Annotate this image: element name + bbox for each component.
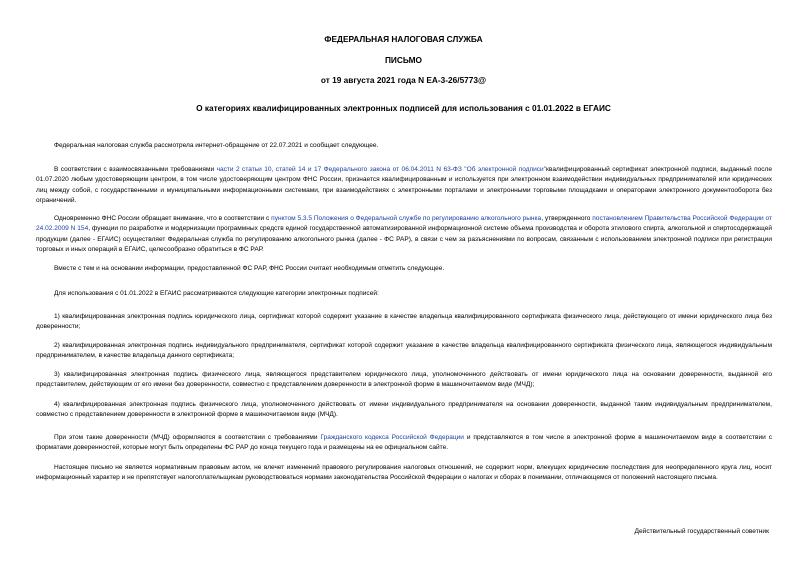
civil-code-link[interactable]: Гражданского кодекса Российской Федерации — [320, 434, 464, 441]
law-63fz-link[interactable]: части 2 статьи 10, статей 14 и 17 Федерального закона от 06.04.2011 N 63-ФЗ "Об электронной подписи" — [216, 166, 547, 173]
paragraph-fsrar-reference — [36, 214, 772, 256]
paragraph-text: , функции по разработке и модернизации программных средств единой государственной автоматизированной информационной системе объема производства и оборота этилового спирта, алкогольной и спиртосодержащей продукции (далее - ЕГАИС) осуществляет Федеральная служба по регулированию алкогольного рынка (далее - ФС РАР), в связи с чем за разъяснениями по вопросам, связанным с использованием электронной подписи при регистрации торговых и иных операций в ЕГАИС, целесообразно обратиться в ФС РАР. — [36, 225, 772, 254]
paragraph-text: Одновременно ФНС России обращает внимание, что в соответствии с — [54, 215, 272, 222]
paragraph-text: и представляются в том числе в электронной форме в машиночитаемом виде в соответствии с форматами доверенностей, которые могут быть определены ФС РАР до конца текущего года и размещены на ее официальном сайте. — [36, 434, 773, 452]
category-item-1: 1) квалифицированная электронная подпись юридического лица, сертификат которой содержит указание в качестве владельца квалифицированного сертификата физического лица, действующего от имени юридического лица без доверенности; — [36, 313, 772, 331]
category-item-3: 3) квалифицированная электронная подпись физического лица, являющегося представителем юридического лица, уполномоченного действовать от имени юридического лица на основании доверенности, выданной его представителем, действующим от его имени без доверенности, совместно с представлением доверенности в электронной форме в машиночитаемом виде (МЧД); — [36, 371, 772, 389]
document-subject: О категориях квалифицированных электронных подписей для использования с 01.01.2022 в ЕГАИС — [196, 103, 611, 113]
paragraph-mchd — [36, 433, 772, 454]
signature-title: Действительный государственный советник — [634, 528, 769, 535]
paragraph-law-reference — [36, 165, 772, 207]
paragraph-notice: Вместе с тем и на основании информации, предоставленной ФС РАР, ФНС России считает необходимым отметить следующее. — [54, 265, 445, 272]
document-date-number: от 19 августа 2021 года N ЕА-3-26/5773@ — [320, 75, 487, 85]
fsrar-regulation-link[interactable]: пунктом 5.3.5 Положения о Федеральной службе по регулированию алкогольного рынка — [271, 215, 542, 222]
paragraph-disclaimer: Настоящее письмо не является нормативным правовым актом, не влечет изменений правового регулирования налоговых отношений, не содержит норм, влекущих юридические последствия для неопределенного круга лиц, носит информационный характер и не препятствует налогоплательщикам руководствоваться нормами законодательства Российской Федерации о налогах и сборах в понимании, отличающемся от положений настоящего письма. — [36, 464, 772, 482]
paragraph-intro: Федеральная налоговая служба рассмотрела интернет-обращение от 22.07.2021 и сообщает следующее. — [54, 142, 379, 149]
paragraph-categories-intro: Для использования с 01.01.2022 в ЕГАИС рассматриваются следующие категории электронных подписей: — [54, 290, 379, 297]
paragraph-text: квалифицированный сертификат электронной подписи, выданный после 01.07.2020 любым удостоверяющим центром, в том числе удостоверяющим центром ФНС России, признается квалифицированным и используется при электронном взаимодействии индивидуальных предпринимателей или юридических лиц между собой, с государственными и муниципальными информационными системами, при взаимодействиях с электронными порталами и электронными торговыми площадками и операторами электронного документооборота без ограничений. — [36, 166, 772, 205]
document-type: ПИСЬМО — [384, 55, 423, 65]
category-item-4: 4) квалифицированная электронная подпись физического лица, уполномоченного действовать от имени индивидуального предпринимателя на основании доверенности, выданной таким индивидуальным предпринимателем, совместно с представлением доверенности в электронной форме в машиночитаемом виде (МЧД). — [36, 401, 772, 419]
agency-title: ФЕДЕРАЛЬНАЯ НАЛОГОВАЯ СЛУЖБА — [324, 34, 483, 44]
paragraph-text: При этом такие доверенности (МЧД) оформляются в соответствии с требованиями — [54, 434, 321, 441]
paragraph-text: , утвержденного — [541, 215, 593, 222]
government-decree-link[interactable]: постановлением Правительства Российской Федерации от 24.02.2009 N 154 — [36, 215, 773, 233]
category-item-2: 2) квалифицированная электронная подпись индивидуального предпринимателя, сертификат которой содержит указание в качестве владельца квалифицированного сертификата физического лица, являющегося индивидуальным предпринимателем, в качестве владельца данного сертификата; — [36, 342, 772, 360]
paragraph-text: В соответствии с взаимосвязанными требованиями — [54, 166, 217, 173]
